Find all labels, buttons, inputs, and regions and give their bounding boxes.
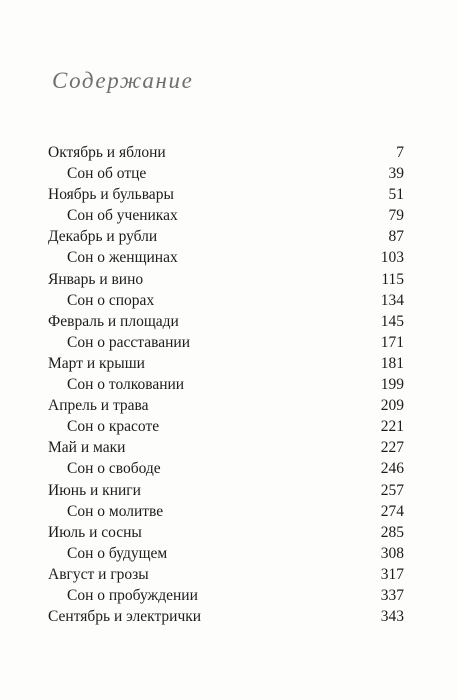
toc-subentry	[0, 585, 457, 606]
toc-entry-title: Сентябрь и электрички	[48, 608, 202, 626]
toc-page-number: 274	[380, 502, 404, 520]
toc-entry-title: Сон о пробуждении	[67, 586, 198, 604]
toc-entry	[0, 480, 457, 501]
toc-entry-title: Июль и сосны	[48, 523, 142, 541]
toc-page-number: 51	[388, 186, 404, 204]
toc-page-number: 343	[380, 608, 404, 626]
toc-entry-title: Октябрь и яблони	[48, 144, 166, 161]
toc-entry-title: Март и крыши	[48, 354, 145, 372]
toc-subentry	[0, 163, 457, 184]
toc-entry-title: Сон об отце	[67, 165, 147, 183]
toc-entry	[0, 353, 457, 374]
toc-page-number: 221	[380, 418, 404, 436]
toc-page-number: 317	[380, 565, 404, 583]
toc-page-number: 145	[380, 312, 404, 330]
toc-subentry	[0, 374, 457, 395]
toc-page-number: 115	[381, 270, 404, 288]
toc-page-number: 246	[380, 460, 404, 478]
toc-subentry	[0, 416, 457, 437]
toc-entry-title: Январь и вино	[48, 270, 144, 288]
toc-subentry	[0, 290, 457, 311]
toc-page-number: 103	[380, 249, 404, 267]
toc-page-number: 337	[380, 586, 404, 604]
toc-entry-title: Декабрь и рубли	[48, 228, 158, 246]
toc-entry-title: Ноябрь и бульвары	[48, 186, 174, 204]
toc-page-number: 199	[380, 376, 404, 394]
table-of-contents	[0, 142, 457, 627]
toc-entry-title: Сон о свободе	[67, 460, 161, 478]
toc-entry-title: Сон о молитве	[67, 502, 164, 520]
toc-entry-title: Февраль и площади	[48, 312, 179, 330]
toc-entry-title: Август и грозы	[48, 565, 149, 583]
toc-page-number: 209	[380, 397, 404, 415]
toc-entry	[0, 311, 457, 332]
toc-entry	[0, 142, 457, 163]
toc-entry	[0, 564, 457, 585]
toc-page-number: 39	[388, 165, 404, 183]
toc-entry	[0, 522, 457, 543]
toc-page-number: 285	[380, 523, 404, 541]
toc-subentry	[0, 458, 457, 479]
toc-entry-title: Сон об учениках	[67, 207, 178, 225]
toc-page-number: 257	[380, 481, 404, 499]
toc-page-number: 181	[380, 354, 404, 372]
toc-entry-title: Апрель и трава	[48, 397, 149, 415]
toc-entry-title: Май и маки	[48, 439, 126, 457]
toc-entry	[0, 437, 457, 458]
toc-subentry	[0, 543, 457, 564]
toc-entry-title: Июнь и книги	[48, 481, 141, 499]
toc-page-number: 171	[380, 333, 404, 351]
toc-page-number: 87	[388, 228, 404, 246]
toc-entry-title: Сон о расставании	[67, 333, 190, 351]
toc-subentry	[0, 247, 457, 268]
toc-subentry	[0, 501, 457, 522]
toc-entry-title: Сон о будущем	[67, 544, 168, 562]
toc-entry	[0, 606, 457, 627]
toc-entry-title: Сон о толковании	[67, 376, 185, 394]
toc-page-number: 79	[388, 207, 404, 225]
toc-entry-title: Сон о спорах	[67, 291, 155, 309]
toc-entry	[0, 395, 457, 416]
toc-page-number: 227	[380, 439, 404, 457]
toc-entry	[0, 269, 457, 290]
toc-page-number: 308	[380, 544, 404, 562]
toc-page-number: 7	[396, 144, 404, 161]
toc-page-number: 134	[380, 291, 404, 309]
page-title: Содержание	[52, 68, 194, 93]
toc-subentry	[0, 332, 457, 353]
toc-entry	[0, 226, 457, 247]
toc-entry-title: Сон о красоте	[67, 418, 160, 436]
toc-subentry	[0, 205, 457, 226]
toc-entry	[0, 184, 457, 205]
toc-entry-title: Сон о женщинах	[67, 249, 178, 267]
